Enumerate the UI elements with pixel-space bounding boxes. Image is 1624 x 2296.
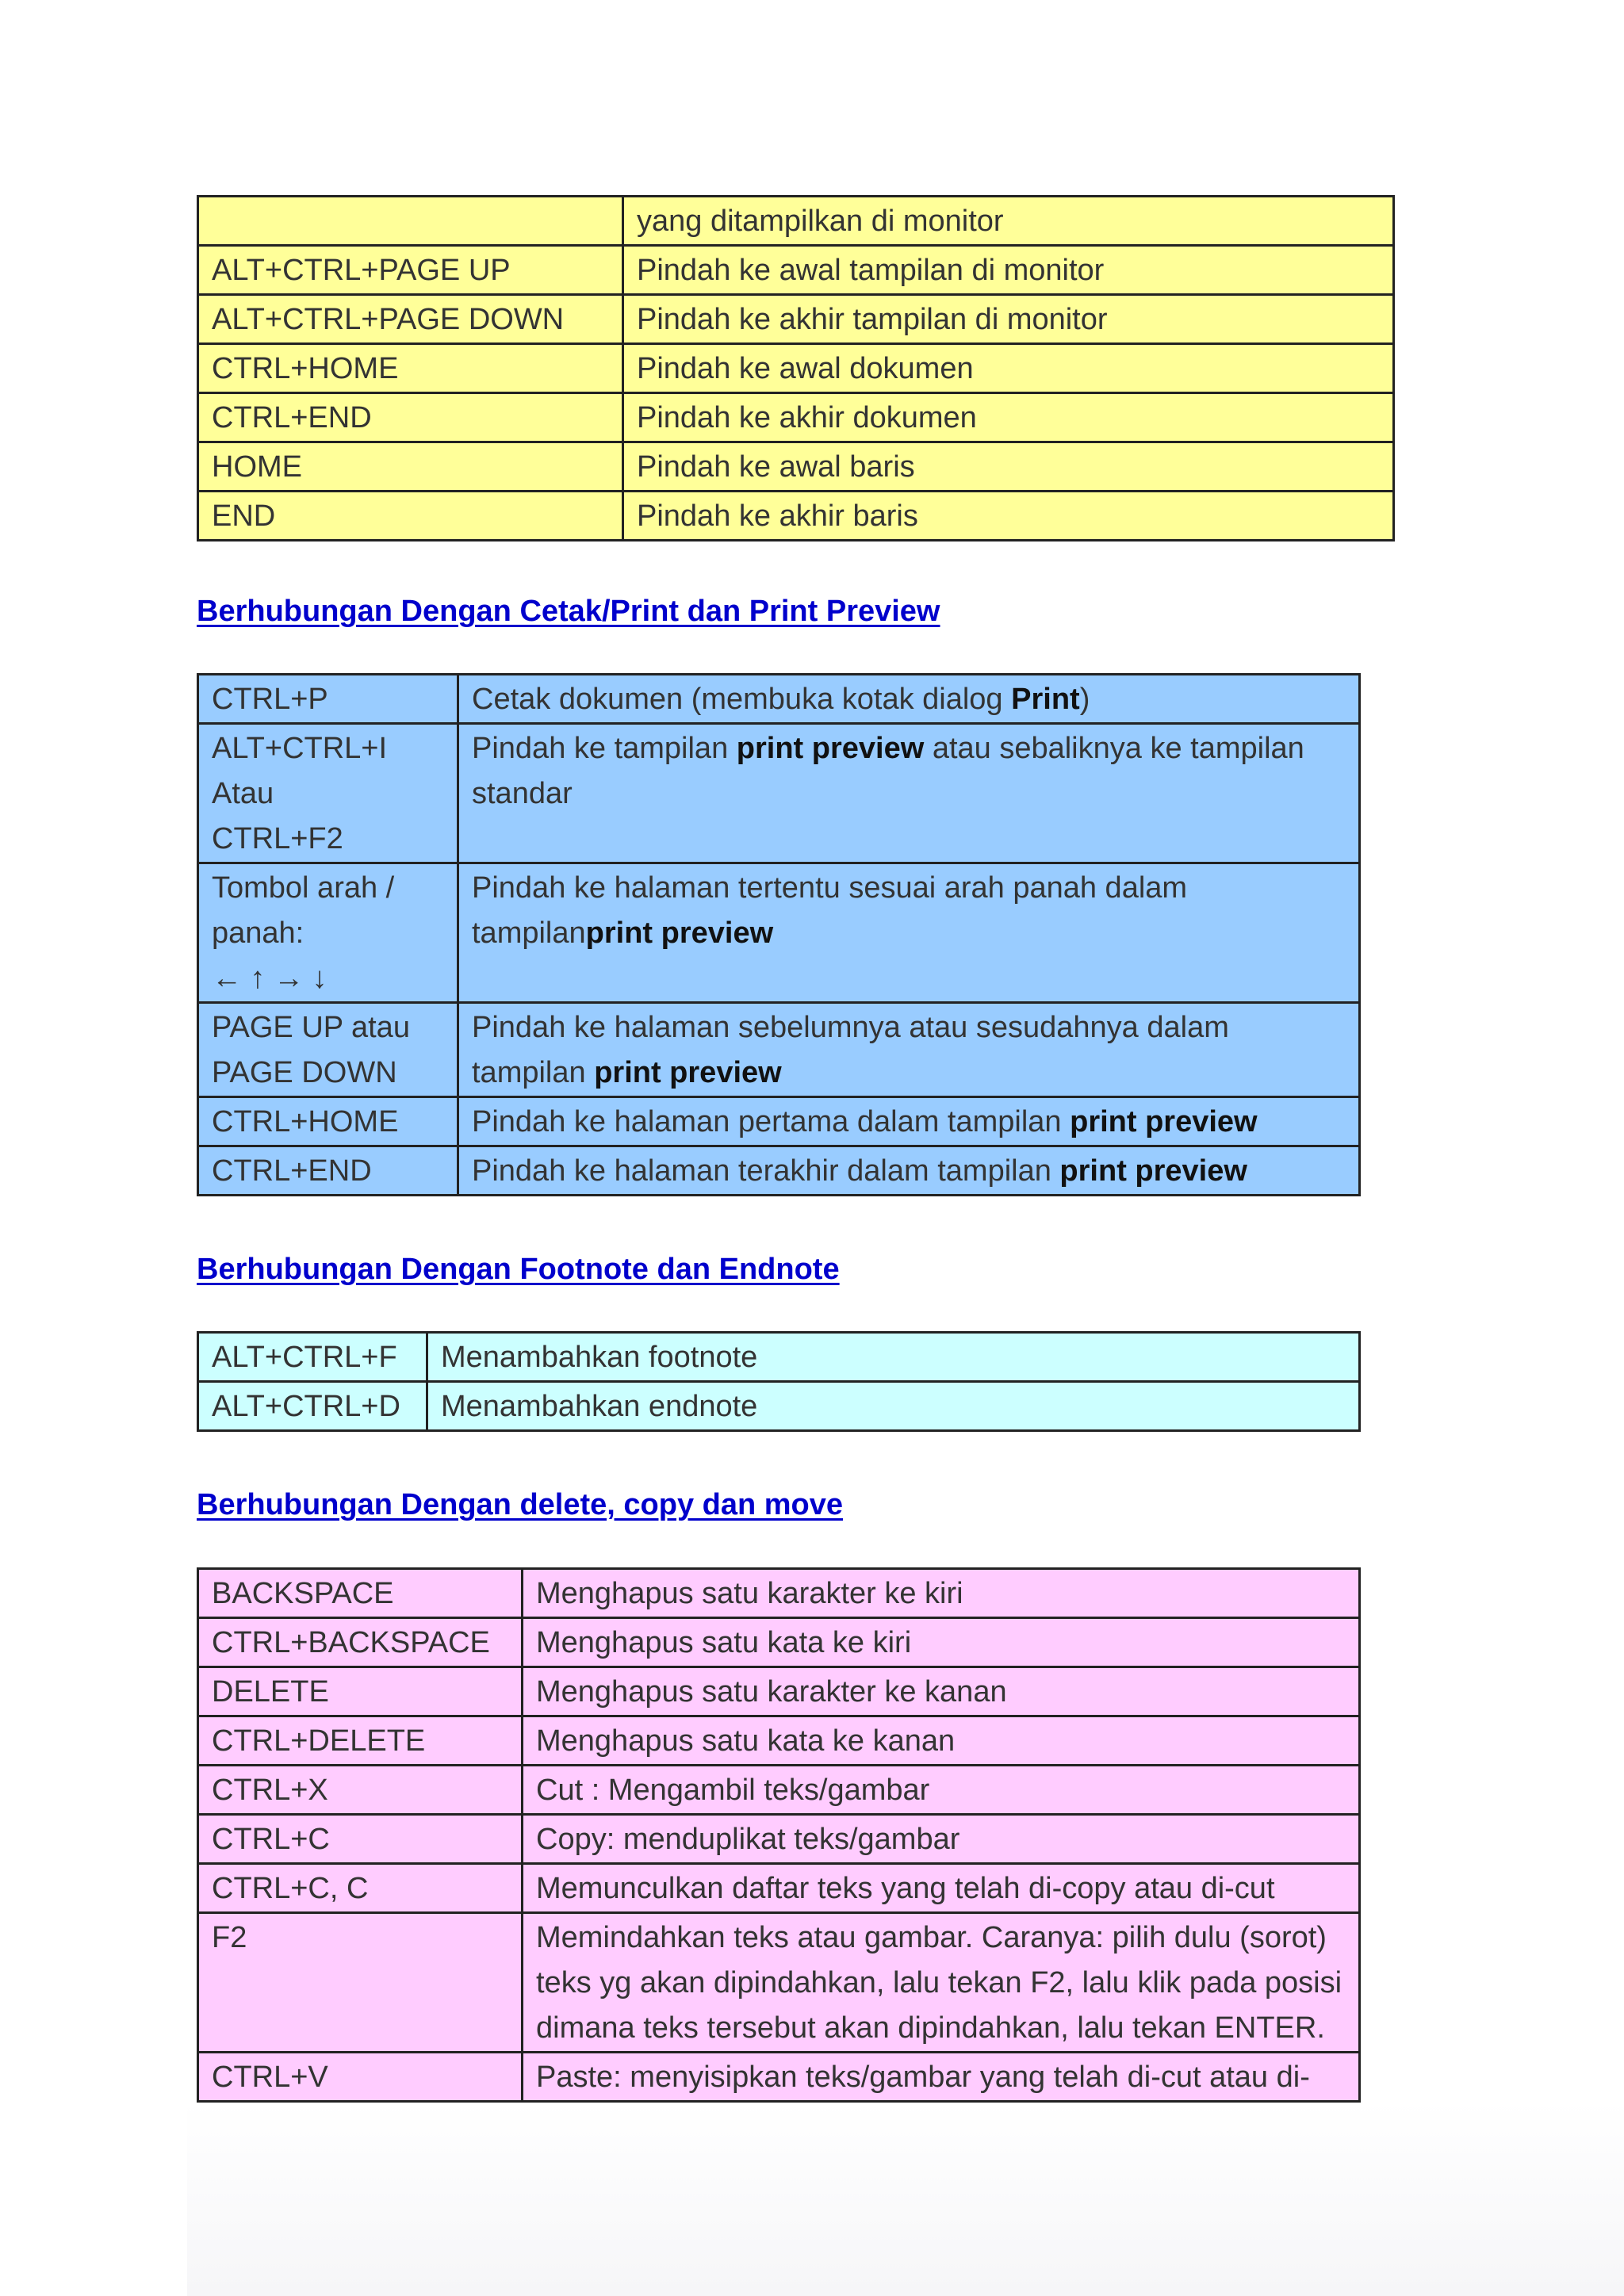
table-row xyxy=(198,197,1394,246)
shortcut-description: Menambahkan endnote xyxy=(427,1382,1360,1431)
section-heading-footnote[interactable]: Berhubungan Dengan Footnote dan Endnote xyxy=(197,1253,840,1286)
table-row xyxy=(198,1097,1360,1146)
shortcut-description xyxy=(458,1003,1360,1097)
shortcut-description: Menghapus satu kata ke kiri xyxy=(523,1618,1360,1667)
shortcut-description: Pindah ke awal tampilan di monitor xyxy=(623,246,1394,295)
shortcut-key: BACKSPACE xyxy=(198,1569,523,1618)
section-heading-print[interactable]: Berhubungan Dengan Cetak/Print dan Print Preview xyxy=(197,595,940,628)
shortcut-description xyxy=(458,724,1360,863)
description-text: atau sebaliknya ke tampilan standar xyxy=(472,732,1304,810)
shortcut-description: Menghapus satu karakter ke kiri xyxy=(523,1569,1360,1618)
shortcut-key xyxy=(198,1097,458,1146)
shortcut-key: DELETE xyxy=(198,1667,523,1716)
shortcut-key: CTRL+HOME xyxy=(198,344,623,393)
table-row xyxy=(198,1913,1360,2053)
shortcut-description xyxy=(458,675,1360,724)
shortcut-key: ALT+CTRL+D xyxy=(198,1382,427,1431)
section-heading-delete[interactable]: Berhubungan Dengan delete, copy dan move xyxy=(197,1488,844,1521)
shortcut-key-line: ALT+CTRL+I xyxy=(212,732,388,765)
shortcut-key: HOME xyxy=(198,442,623,492)
shortcut-key xyxy=(198,197,623,246)
print-shortcut-table xyxy=(197,673,1361,1196)
table-row xyxy=(198,442,1394,492)
shortcut-key-line: CTRL+F2 xyxy=(212,822,343,855)
shortcut-description xyxy=(458,1097,1360,1146)
shortcut-key-line: CTRL+END xyxy=(212,1154,372,1188)
shortcut-key-line: CTRL+P xyxy=(212,683,328,716)
description-text: ) xyxy=(1079,683,1090,716)
shortcut-key-line: panah: xyxy=(212,916,304,950)
description-emphasis: print preview xyxy=(594,1056,782,1089)
table-row xyxy=(198,1569,1360,1618)
table-row xyxy=(198,1766,1360,1815)
shortcut-key xyxy=(198,1146,458,1196)
shortcut-description: Cut : Mengambil teks/gambar xyxy=(523,1766,1360,1815)
shortcut-description: Pindah ke akhir dokumen xyxy=(623,393,1394,442)
table-row xyxy=(198,724,1360,863)
table-row xyxy=(198,1864,1360,1913)
table-row xyxy=(198,1815,1360,1864)
description-text: Cetak dokumen (membuka kotak dialog xyxy=(472,683,1012,716)
shortcut-description: Pindah ke awal baris xyxy=(623,442,1394,492)
shortcut-description: yang ditampilkan di monitor xyxy=(623,197,1394,246)
table-row xyxy=(198,1667,1360,1716)
delete-copy-move-table xyxy=(197,1567,1361,2103)
table-row xyxy=(198,246,1394,295)
table-row xyxy=(198,492,1394,541)
shortcut-key: CTRL+DELETE xyxy=(198,1716,523,1766)
table-row xyxy=(198,1382,1360,1431)
shortcut-description: Paste: menyisipkan teks/gambar yang telah di-cut atau di- xyxy=(523,2053,1360,2102)
table-row xyxy=(198,1618,1360,1667)
shortcut-key: CTRL+BACKSPACE xyxy=(198,1618,523,1667)
table-row xyxy=(198,393,1394,442)
shortcut-description xyxy=(458,863,1360,1003)
shortcut-description: Memunculkan daftar teks yang telah di-copy atau di-cut xyxy=(523,1864,1360,1913)
shortcut-key: CTRL+END xyxy=(198,393,623,442)
shortcut-key xyxy=(198,863,458,1003)
description-emphasis: print preview xyxy=(585,916,774,950)
table-row xyxy=(198,675,1360,724)
table-row xyxy=(198,1003,1360,1097)
description-text: Pindah ke halaman terakhir dalam tampilan xyxy=(472,1154,1060,1188)
description-emphasis: print preview xyxy=(736,732,925,765)
description-emphasis: Print xyxy=(1011,683,1080,716)
footnote-shortcut-table xyxy=(197,1331,1361,1432)
shortcut-key: CTRL+X xyxy=(198,1766,523,1815)
description-emphasis: print preview xyxy=(1059,1154,1247,1188)
shortcut-key: CTRL+C, C xyxy=(198,1864,523,1913)
table-row xyxy=(198,1716,1360,1766)
shortcut-key-line: CTRL+HOME xyxy=(212,1105,399,1138)
shortcut-key xyxy=(198,724,458,863)
shortcut-key: END xyxy=(198,492,623,541)
table-row xyxy=(198,2053,1360,2102)
arrow-keys-icon: ← ↑ → ↓ xyxy=(212,962,327,995)
shortcut-key xyxy=(198,1003,458,1097)
shortcut-key-line: Atau xyxy=(212,777,274,810)
shortcut-description: Menambahkan footnote xyxy=(427,1333,1360,1382)
description-text: Pindah ke halaman tertentu sesuai arah panah dalam tampilan xyxy=(472,871,1188,950)
shortcut-description: Menghapus satu karakter ke kanan xyxy=(523,1667,1360,1716)
shortcut-description: Menghapus satu kata ke kanan xyxy=(523,1716,1360,1766)
shortcut-description: Pindah ke akhir baris xyxy=(623,492,1394,541)
shortcut-key: F2 xyxy=(198,1913,523,2053)
shortcut-description: Copy: menduplikat teks/gambar xyxy=(523,1815,1360,1864)
shortcut-key-line: Tombol arah / xyxy=(212,871,395,905)
shortcut-description xyxy=(458,1146,1360,1196)
shortcut-key-line: PAGE UP atau xyxy=(212,1011,410,1044)
table-row xyxy=(198,344,1394,393)
shortcut-key xyxy=(198,675,458,724)
shortcut-key: CTRL+C xyxy=(198,1815,523,1864)
navigation-shortcut-table xyxy=(197,195,1395,541)
page-bottom-shade xyxy=(187,2101,1624,2296)
shortcut-description: Pindah ke awal dokumen xyxy=(623,344,1394,393)
description-text: Pindah ke halaman pertama dalam tampilan xyxy=(472,1105,1071,1138)
description-emphasis: print preview xyxy=(1070,1105,1258,1138)
table-row xyxy=(198,295,1394,344)
shortcut-description: Memindahkan teks atau gambar. Caranya: pilih dulu (sorot) teks yg akan dipindahkan, lalu tekan F2, lalu klik pada posisi dimana teks tersebut akan dipindahkan, lalu tekan ENTER. xyxy=(523,1913,1360,2053)
shortcut-key: CTRL+V xyxy=(198,2053,523,2102)
shortcut-key: ALT+CTRL+PAGE DOWN xyxy=(198,295,623,344)
table-row xyxy=(198,1333,1360,1382)
description-text: Pindah ke halaman sebelumnya atau sesudahnya dalam tampilan xyxy=(472,1011,1229,1089)
shortcut-key: ALT+CTRL+F xyxy=(198,1333,427,1382)
description-text: Pindah ke tampilan xyxy=(472,732,737,765)
shortcut-key: ALT+CTRL+PAGE UP xyxy=(198,246,623,295)
shortcut-description: Pindah ke akhir tampilan di monitor xyxy=(623,295,1394,344)
table-row xyxy=(198,863,1360,1003)
shortcut-key-line: PAGE DOWN xyxy=(212,1056,397,1089)
table-row xyxy=(198,1146,1360,1196)
